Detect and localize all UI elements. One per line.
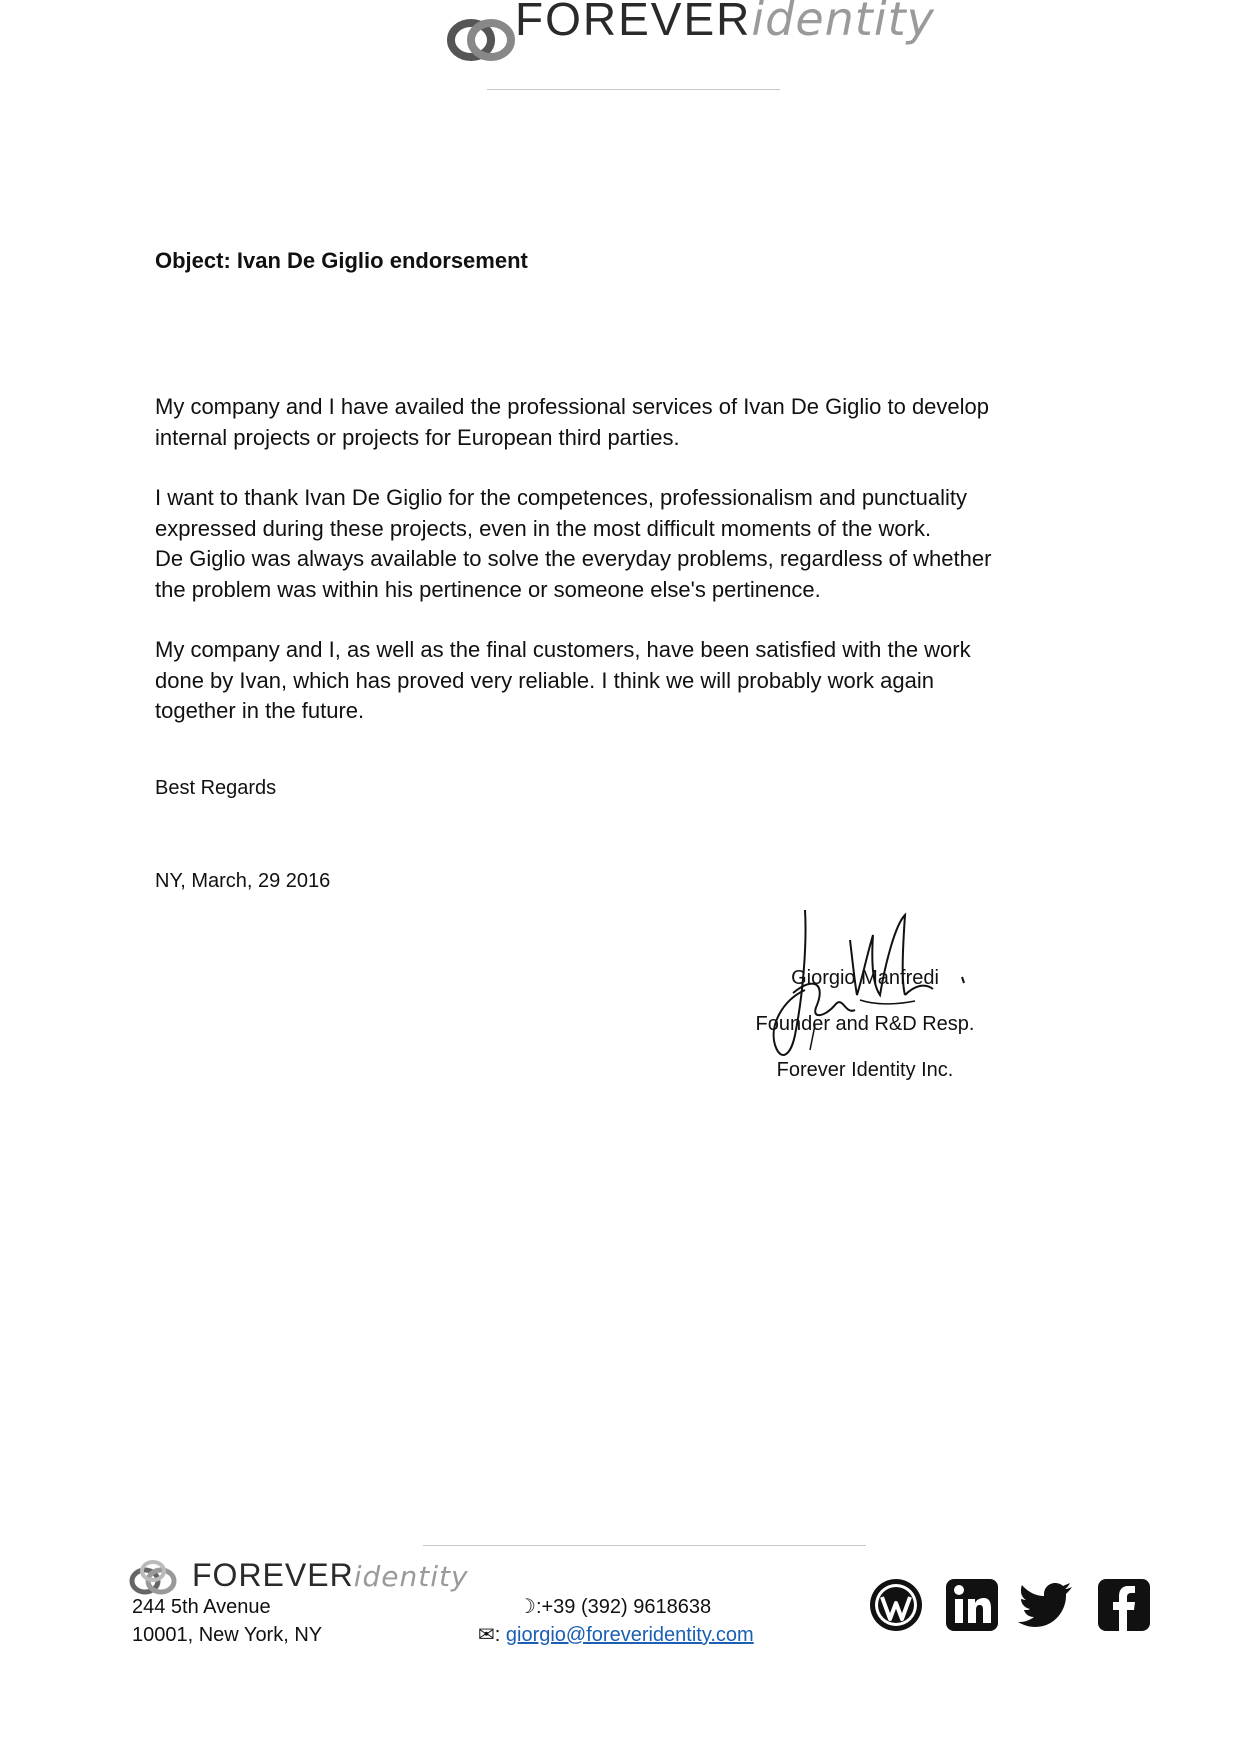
paragraph-line: together in the future. <box>155 698 365 723</box>
address-line-1: 244 5th Avenue <box>132 1596 271 1618</box>
twitter-icon[interactable] <box>1018 1577 1074 1633</box>
footer-brand-name <box>192 1557 469 1595</box>
address-line-2: 10001, New York, NY <box>132 1624 323 1646</box>
paragraph-line: done by Ivan, which has proved very reliable. I think we will probably work again <box>155 667 934 693</box>
paragraph-line: internal projects or projects for European third parties. <box>155 424 680 450</box>
paragraph-line: My company and I have availed the professional services of Ivan De Giglio to develop <box>155 394 990 419</box>
closing-regards: Best Regards <box>155 777 277 799</box>
header-divider <box>487 89 780 90</box>
signer-name: Giorgio Manfredi <box>791 967 939 989</box>
paragraph-line: the problem was within his pertinence or someone else's pertinence. <box>155 576 821 602</box>
signer-title: Founder and R&D Resp. <box>755 1013 975 1035</box>
header-brand-name <box>515 0 935 46</box>
header-logo <box>447 0 935 74</box>
paragraph-3 <box>155 635 1055 727</box>
email-link[interactable]: giorgio@foreveridentity.com <box>505 1624 754 1646</box>
paragraph-line: I want to thank Ivan De Giglio for the competences, professionalism and punctuality <box>155 485 967 510</box>
paragraph-line: My company and I, as well as the final customers, have been satisfied with the work <box>155 637 971 662</box>
paragraph-1 <box>155 392 1055 453</box>
letter-subject: Object: Ivan De Giglio endorsement <box>155 248 528 273</box>
phone-number: :+39 (392) 9618638 <box>535 1596 712 1618</box>
brand-identity: identity <box>353 1560 469 1593</box>
linkedin-icon[interactable] <box>944 1577 1000 1633</box>
phone-icon: ☽ <box>518 1596 536 1618</box>
paragraph-line: expressed during these projects, even in the most difficult moments of the work. <box>155 515 932 541</box>
brand-identity: identity <box>751 0 935 46</box>
email-prefix: : <box>494 1624 501 1646</box>
brand-forever: FOREVER <box>192 1557 354 1593</box>
footer-divider <box>423 1545 866 1546</box>
letter-date: NY, March, 29 2016 <box>155 870 331 892</box>
logo-rings-icon <box>447 16 517 64</box>
paragraph-line: De Giglio was always available to solve the everyday problems, regardless of whether <box>155 546 992 571</box>
phone-row <box>518 1593 711 1621</box>
paragraph-2 <box>155 483 1055 605</box>
wordpress-icon[interactable] <box>868 1577 924 1633</box>
brand-forever: FOREVER <box>515 0 752 45</box>
email-row <box>478 1621 754 1649</box>
handwritten-signature <box>755 905 1015 1075</box>
signer-company: Forever Identity Inc. <box>776 1059 954 1081</box>
envelope-icon: ✉ <box>478 1624 495 1646</box>
facebook-icon[interactable] <box>1096 1577 1152 1633</box>
